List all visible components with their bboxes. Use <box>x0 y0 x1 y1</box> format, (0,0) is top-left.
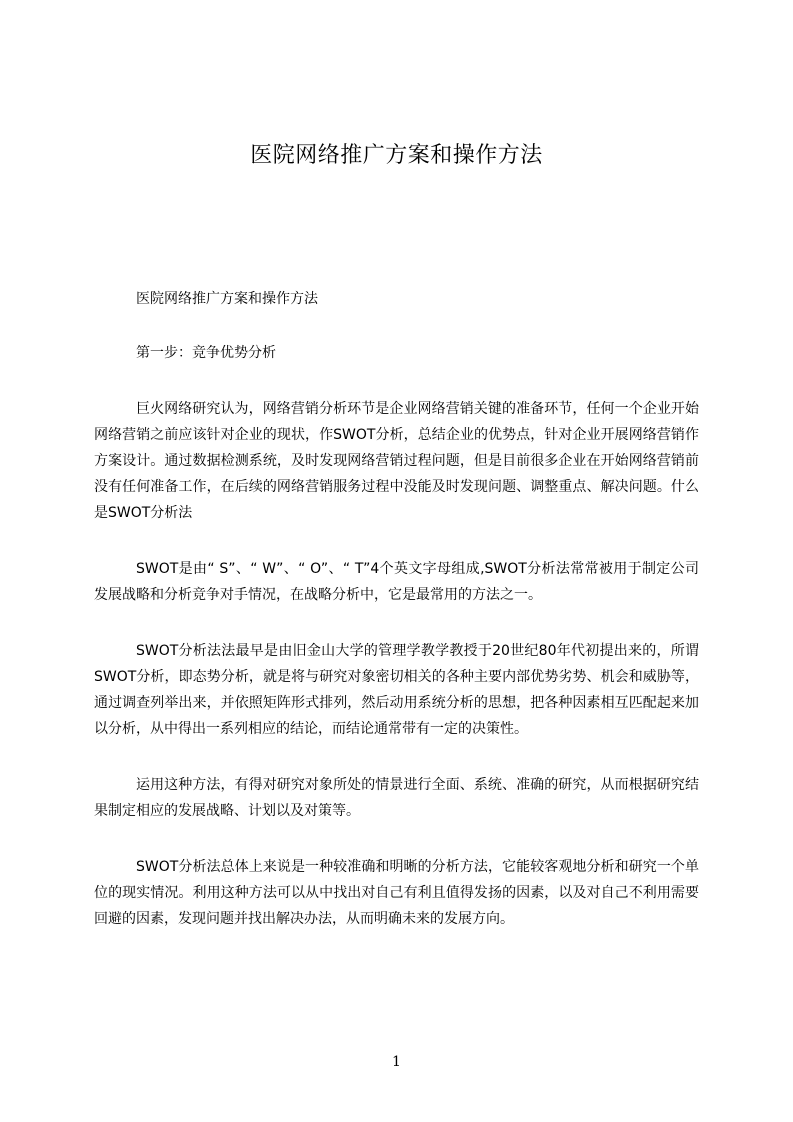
spacer <box>94 824 699 854</box>
document-body <box>94 286 699 932</box>
paragraph-swot-definition: SWOT是由“ S”、“ W”、“ O”、“ T”4个英文字母组成,SWOT分析法常常被用于制定公司发展战略和分析竞争对手情况，在战略分析中，它是最常用的方法之一。 <box>94 561 699 603</box>
document-subtitle: 医院网络推广方案和操作方法 <box>136 291 318 307</box>
spacer <box>94 742 699 772</box>
paragraph-intro: 巨火网络研究认为，网络营销分析环节是企业网络营销关键的准备环节，任何一个企业开始网络营销之前应该针对企业的现状，作SWOT分析，总结企业的优势点，针对企业开展网络营销作方案设计。通过数据检测系统，及时发现网络营销过程问题，但是目前很多企业在开始网络营销前没有任何准备工作，在后续的网络营销服务过程中没能及时发现问题、调整重点、解决问题。什么是SWOT分析法 <box>94 401 699 521</box>
paragraph-method-use: 运用这种方法，有得对研究对象所处的情景进行全面、系统、准确的研究，从而根据研究结果制定相应的发展战略、计划以及对策等。 <box>94 777 699 819</box>
page-number: 1 <box>392 1054 401 1070</box>
spacer <box>94 526 699 556</box>
spacer <box>94 312 699 340</box>
paragraph-swot-summary: SWOT分析法总体上来说是一种较准确和明晰的分析方法，它能较客观地分析和研究一个单位的现实情况。利用这种方法可以从中找出对自己有利且值得发扬的因素，以及对自己不利用需要回避的因素，发现问题并找出解决办法，从而明确未来的发展方向。 <box>94 859 699 927</box>
spacer <box>94 608 699 638</box>
step-heading: 第一步：竞争优势分析 <box>136 345 276 361</box>
paragraph-swot-origin: SWOT分析法法最早是由旧金山大学的管理学教学教授于20世纪80年代初提出来的，所谓SWOT分析，即态势分析，就是将与研究对象密切相关的各种主要内部优势劣势、机会和威胁等，通过调查列举出来，并依照矩阵形式排列，然后动用系统分析的思想，把各种因素相互匹配起来加以分析，从中得出一系列相应的结论，而结论通常带有一定的决策性。 <box>94 643 699 737</box>
spacer <box>94 366 699 396</box>
document-title: 医院网络推广方案和操作方法 <box>250 143 543 168</box>
